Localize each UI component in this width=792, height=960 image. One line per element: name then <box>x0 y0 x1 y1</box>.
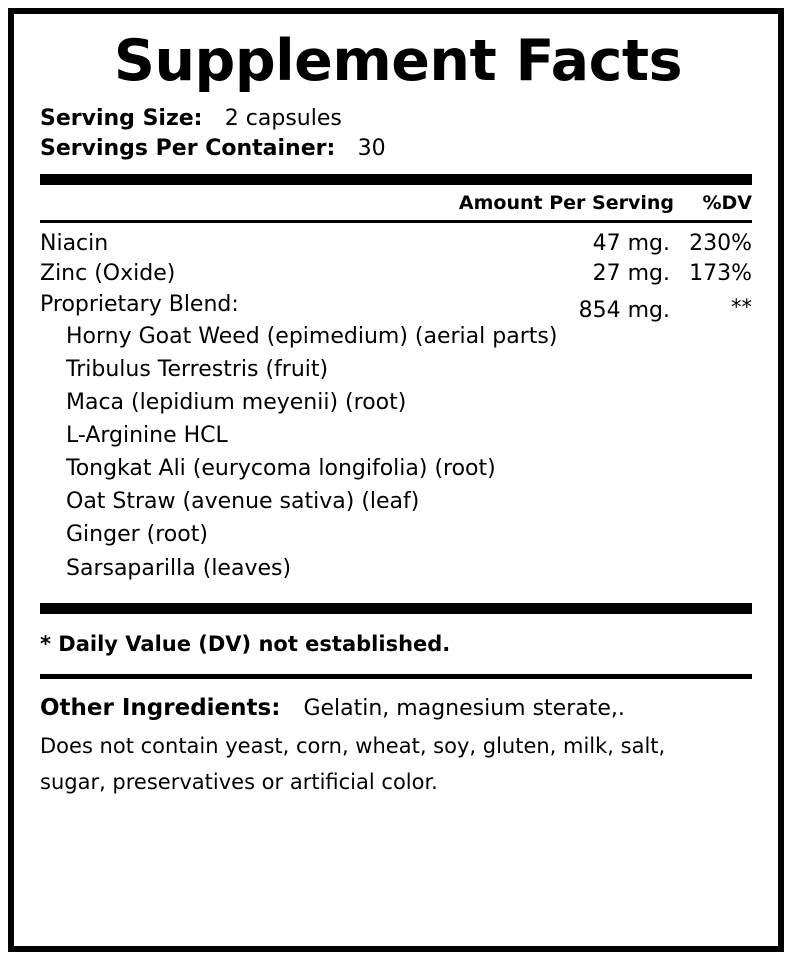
serving-size-label: Serving Size: <box>40 106 218 132</box>
nutrient-amount: 27 mg. <box>592 261 670 287</box>
list-item: Horny Goat Weed (epimedium) (aerial parts) <box>66 324 558 350</box>
allergen-disclaimer: Does not contain yeast, corn, wheat, soy, gluten, milk, salt, sugar, preservatives or artificial color. <box>40 733 666 795</box>
servings-per-container-value: 30 <box>357 135 386 161</box>
list-item: Tribulus Terrestris (fruit) <box>66 357 329 383</box>
list-item: L-Arginine HCL <box>66 423 228 449</box>
page-title: Supplement Facts <box>113 28 683 94</box>
servings-per-container-label: Servings Per Container: <box>40 135 351 161</box>
supplement-facts-panel <box>8 8 784 952</box>
divider-thick-bottom <box>40 603 752 614</box>
column-headers <box>40 185 752 220</box>
column-header-dv: %DV <box>702 191 752 214</box>
label-content <box>40 28 752 801</box>
nutrient-name: Niacin <box>40 230 109 256</box>
list-item: Tongkat Ali (eurycoma longifolia) (root) <box>66 456 496 482</box>
nutrient-table <box>40 223 752 593</box>
list-item: Maca (lepidium meyenii) (root) <box>66 390 407 416</box>
other-ingredients-label: Other Ingredients: <box>40 694 297 721</box>
nutrient-name: Proprietary Blend: <box>40 291 239 317</box>
servings-per-container-row <box>40 134 752 164</box>
nutrient-dv: 230% <box>689 230 752 256</box>
serving-size-value: 2 capsules <box>224 106 342 132</box>
table-row <box>40 229 752 260</box>
daily-value-footnote: * Daily Value (DV) not established. <box>40 631 451 656</box>
nutrient-dv: ** <box>731 294 752 319</box>
blend-ingredient-list <box>40 320 752 592</box>
other-ingredients-section <box>40 679 752 802</box>
nutrient-amount: 854 mg. <box>578 297 670 323</box>
table-row <box>40 290 752 321</box>
table-row <box>40 259 752 290</box>
other-ingredients-value: Gelatin, magnesium sterate,. <box>303 695 625 721</box>
other-ingredients-row <box>40 693 752 724</box>
column-header-amount: Amount Per Serving <box>458 191 674 214</box>
list-item: Ginger (root) <box>66 522 208 548</box>
serving-size-row <box>40 104 752 134</box>
nutrient-amount: 47 mg. <box>592 230 670 256</box>
divider-thick-top <box>40 174 752 185</box>
list-item: Oat Straw (avenue sativa) (leaf) <box>66 489 420 515</box>
nutrient-dv: 173% <box>689 261 752 287</box>
list-item: Sarsaparilla (leaves) <box>66 555 292 581</box>
nutrient-name: Zinc (Oxide) <box>40 261 176 287</box>
